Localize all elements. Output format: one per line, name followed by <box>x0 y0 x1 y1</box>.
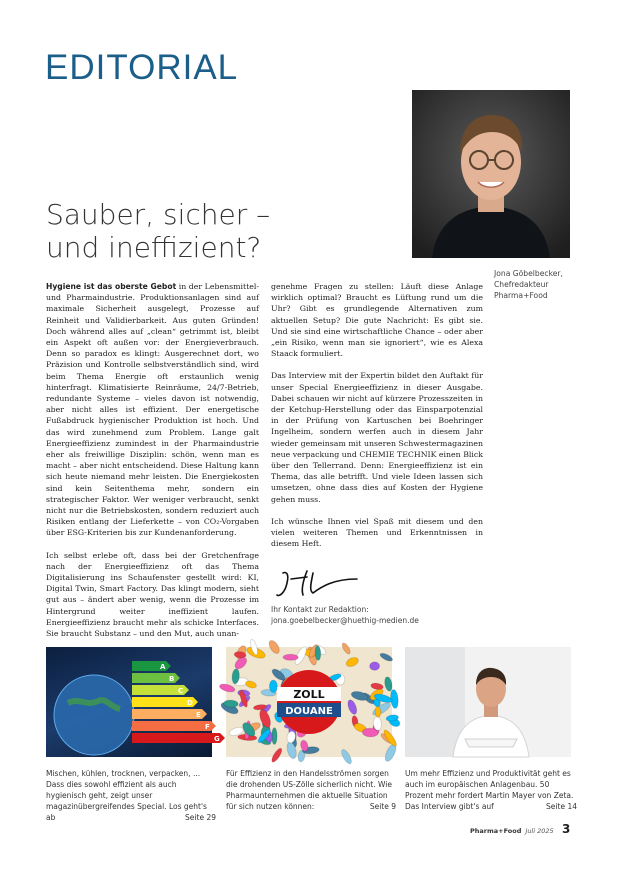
pill <box>219 683 236 694</box>
pill <box>340 748 354 765</box>
footer-date: Juli 2025 <box>525 827 554 835</box>
contact-label: Ihr Kontakt zur Redaktion: <box>271 605 369 614</box>
teaser-page-link[interactable]: Seite 29 <box>185 813 216 822</box>
author-caption <box>494 268 604 301</box>
portrait-illustration <box>412 90 570 258</box>
teaser-text: Mischen, kühlen, trocknen, verpacken, ... Dass dies sowohl effizient als auch hygienisch geht, zeigt unser magazinübergreifendes Special. Los geht's ab <box>46 769 207 822</box>
energy-bar-label: D <box>187 699 193 707</box>
body-column-2 <box>271 281 483 560</box>
energy-scale <box>132 661 225 743</box>
energy-bar-label: G <box>214 735 220 743</box>
teaser-image-customs[interactable] <box>226 647 392 757</box>
teaser-caption-1 <box>46 768 216 823</box>
paragraph-text: in der Lebensmittel- und Pharmaindustrie. Produktionsanlagen sind auf maximale Sicherheit ausgelegt, Prozesse auf Reinheit und Validierbarkeit. Aus guten Gründen! Doch während alles auf „clean“ getrimmt ist, bleibt ein Aspekt oft außen vor: der Energieverbrauch. Denn so paradox es klingt: Ausgerechnet dort, wo Präzision und Kontrolle selbstverständlich sind, wird beim Thema Energie oft erstaunlich wenig hinterfragt. Klimatisierte Reinräume, 24/7-Betrieb, redundante Systeme – vieles davon ist notwendig, aber nicht alles ist effizient. Der energetische Fußabdruck hygienischer Produktion ist hoch. Und das wird zunehmend zum Problem. Lange galt Energieeffizienz zumindest in der Pharmaindustrie eher als freiwillige Disziplin: schön, wenn man es macht – aber nicht entscheidend. Diese Haltung kann sich heute niemand mehr leisten. Die Energiekosten sind kein Seitenthema mehr, sondern ein strategischer Faktor. Wer weniger verbraucht, senkt nicht nur die Betriebskosten, sondern reduziert auch Risiken entlang der Lieferkette – von CO₂-Vorgaben über ESG-Kriterien bis zur Kundenanforderung. <box>46 282 259 538</box>
author-name: Jona Göbelbecker, <box>494 269 563 278</box>
pill <box>283 654 298 660</box>
teaser-image-energy[interactable] <box>46 647 220 757</box>
pill <box>267 639 281 656</box>
pill <box>269 680 277 693</box>
pill <box>346 699 358 716</box>
teaser-image-interview[interactable] <box>405 647 571 757</box>
footer-magazine: Pharma+Food <box>470 827 522 835</box>
pill <box>345 656 360 669</box>
body-column-1 <box>46 281 259 650</box>
teaser-caption-2 <box>226 768 396 812</box>
energy-bar <box>132 733 225 743</box>
pill <box>370 662 380 671</box>
pill <box>315 646 321 661</box>
interview-portrait <box>405 647 571 757</box>
author-portrait <box>412 90 570 258</box>
sign-text-bottom: DOUANE <box>285 706 333 717</box>
energy-label-illustration <box>46 647 220 757</box>
contact-block <box>271 604 419 626</box>
sign-text-top: ZOLL <box>293 688 325 701</box>
teaser-text: Für Effizienz in den Handelsströmen sorgen die drohenden US-Zölle sicherlich nicht. Wie Pharmaunternehmen die aktuelle Situation für sich nutzen können: <box>226 769 392 811</box>
page-footer <box>470 827 554 835</box>
page-number: 3 <box>562 822 571 836</box>
pill <box>245 680 258 690</box>
lead-text: Hygiene ist das oberste Gebot <box>46 282 177 291</box>
contact-email[interactable]: jona.goebelbecker@huethig-medien.de <box>271 616 419 625</box>
author-magazine: Pharma+Food <box>494 291 548 300</box>
body-paragraph: Das Interview mit der Expertin bildet den Auftakt für unser Special Energieeffizienz in dieser Ausgabe. Dabei schauen wir nicht auf kürzere Prozesszeiten in der Ketchup-Herstellung oder das Einsparpotenzial in der Prüfung von Kartuschen bei Boehringer Ingelheim, sondern werfen auch in diesem Jahr wieder gemeinsam mit unseren Schwestermagazinen neue verpackung und CHEMIE TECHNIK einen Blick über den Tellerrand. Denn: Energieeffizienz ist ein Thema, das alle betrifft. Und viele Ideen lassen sich umsetzen, ohne dass dies auf Kosten der Hygiene gehen muss. <box>271 371 483 504</box>
pills-illustration <box>226 647 392 757</box>
body-paragraph: Ich wünsche Ihnen viel Spaß mit diesem und den vielen weiteren Themen und Erkenntnissen in diesem Heft. <box>271 516 483 549</box>
pill <box>375 706 381 717</box>
energy-bar-label: B <box>169 675 175 683</box>
energy-bar-label: E <box>196 711 201 719</box>
pill <box>379 652 394 663</box>
energy-bar-label: F <box>205 723 210 731</box>
teaser-page-link[interactable]: Seite 9 <box>369 802 396 811</box>
signature <box>273 565 363 601</box>
body-paragraph: genehme Fragen zu stellen: Läuft diese Anlage wirklich optimal? Braucht es Lüftung rund um die Uhr? Gibt es grundlegende Alternativen zum aktuellen Setup? Die gute Nachricht: Es gibt sie. Und sie sind eine wirtschaftliche Chance – oder aber „ein Risiko, wenn man sie ignoriert“, wie es Alexa Staack formuliert. <box>271 282 483 359</box>
pill <box>370 682 383 690</box>
pill <box>224 700 239 708</box>
teaser-text: Um mehr Effizienz und Produktivität geht es auch im europäischen Anlagenbau. 50 Prozent mehr fordert Martin Mayer von Zeta. Das Interview gibt's auf <box>405 769 574 811</box>
pill <box>350 690 368 702</box>
energy-bar <box>132 721 216 731</box>
customs-sign <box>277 670 341 734</box>
author-role: Chefredakteur <box>494 280 549 289</box>
headline <box>46 198 286 264</box>
pill <box>341 642 352 655</box>
body-paragraph <box>46 281 259 539</box>
teaser-page-link[interactable]: Seite 14 <box>546 802 577 811</box>
energy-bar-label: A <box>160 663 166 671</box>
energy-bar-label: C <box>178 687 184 695</box>
headline-line-1: Sauber, sicher – <box>46 198 271 231</box>
teaser-caption-3 <box>405 768 577 812</box>
body-paragraph: Ich selbst erlebe oft, dass bei der Gretchenfrage nach der Energieeffizienz oft das Thema Digitalisierung ins Schaufenster gestellt wird: KI, Digital Twin, Smart Factory. Das klingt modern, sieht gut aus – ändert aber wenig, wenn die Prozesse im Hintergrund weiter ineffizient laufen. Energieeffizienz braucht mehr als schicke Interfaces. Sie braucht Substanz – und den Mut, auch unan- <box>46 550 259 639</box>
pill <box>270 747 283 763</box>
pill <box>384 676 394 691</box>
section-title: EDITORIAL <box>45 48 239 87</box>
headline-line-2: und ineffizient? <box>46 231 262 264</box>
